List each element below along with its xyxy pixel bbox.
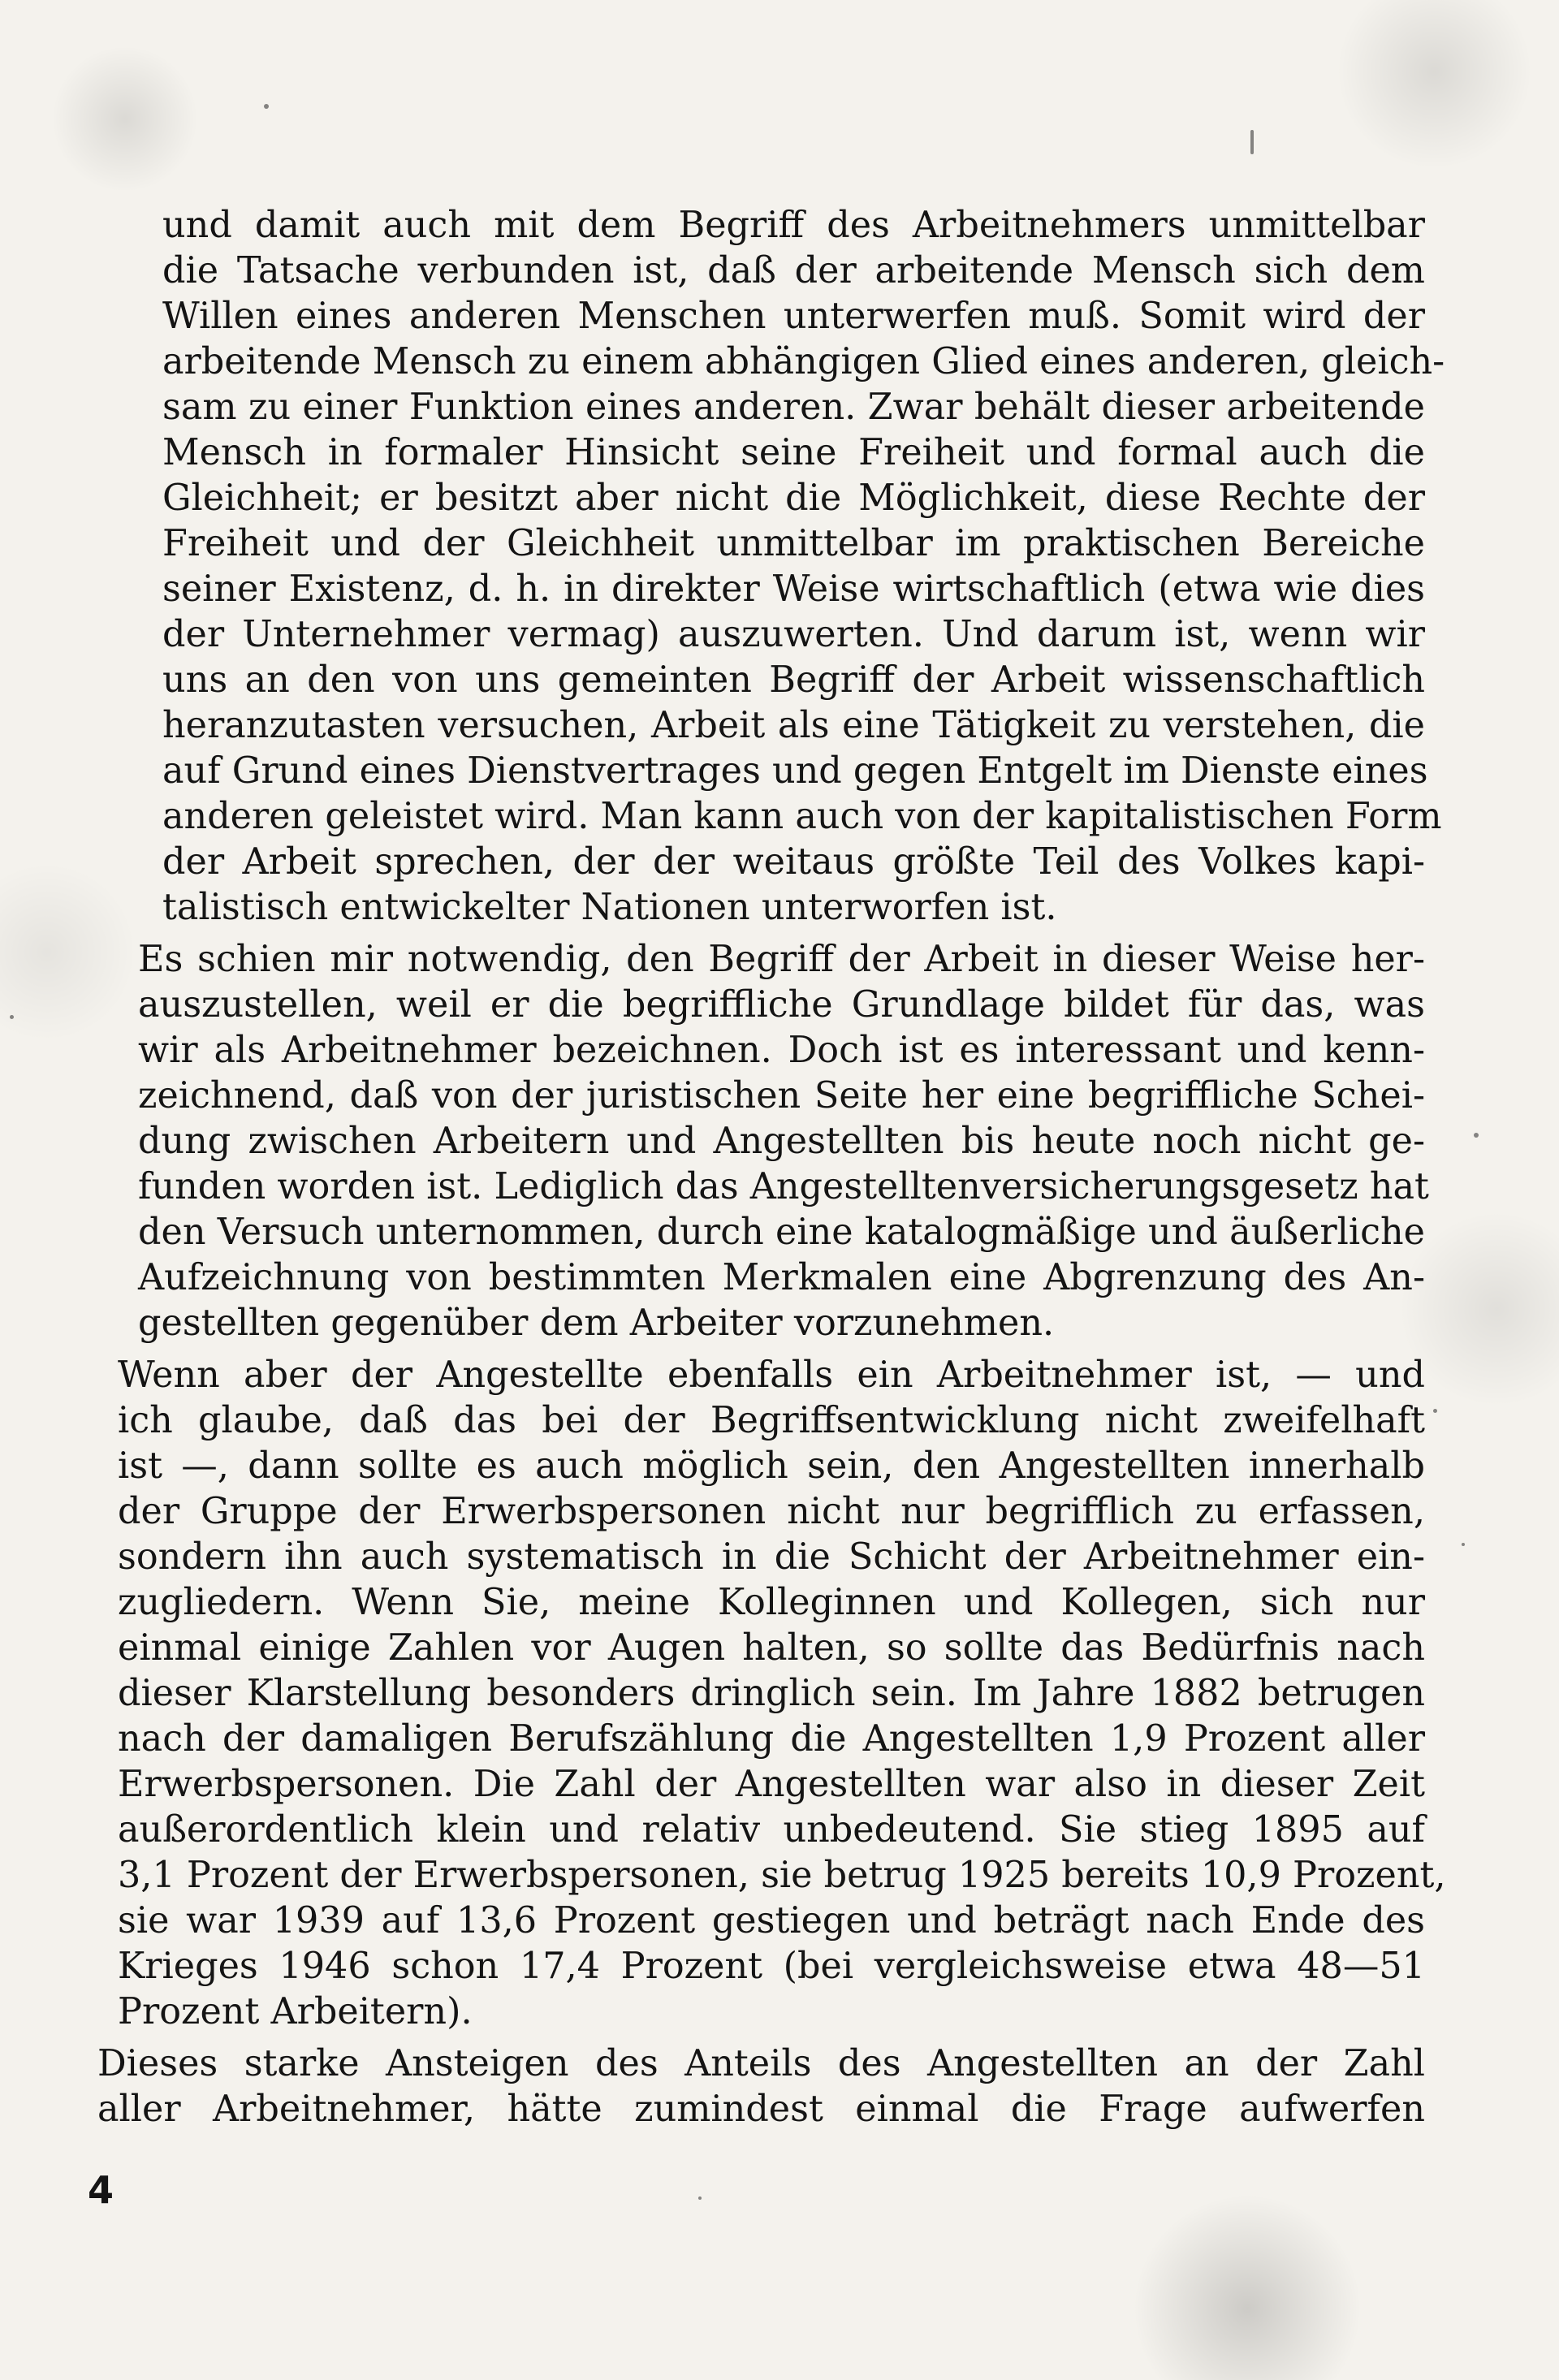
paragraph-4 [85,2041,1425,2132]
scan-speck [1433,1409,1437,1413]
text-line: auf Grund eines Dienstvertrages und gegen Entgelt im Dienste eines [162,750,1428,792]
text-line: Aufzeichnung von bestimmten Merkmalen eine Abgrenzung des An- [138,1257,1425,1298]
text-line: dung zwischen Arbeitern und Angestellten bis heute noch nicht ge- [138,1121,1425,1162]
page-number: 4 [88,2168,114,2212]
text-line: nach der damaligen Berufszählung die Angestellten 1,9 Prozent aller [118,1718,1425,1760]
paragraph-2 [85,937,1429,1346]
text-line: aller Arbeitnehmer, hätte zumindest einmal die Frage aufwerfen [97,2088,1425,2130]
text-line: Dieses starke Ansteigen des Anteils des Angestellten an der Zahl [97,2043,1425,2084]
text-line: dieser Klarstellung besonders dringlich sein. Im Jahre 1882 betrugen [118,1673,1425,1714]
text-line: Willen eines anderen Menschen unterwerfen muß. Somit wird der [162,296,1425,337]
text-line: anderen geleistet wird. Man kann auch von der kapitalistischen Form [162,796,1442,837]
text-line: funden worden ist. Lediglich das Angestelltenversicherungsgesetz hat [138,1166,1429,1207]
text-line: ich glaube, daß das bei der Begriffsentwicklung nicht zweifelhaft [118,1400,1425,1441]
text-line: uns an den von uns gemeinten Begriff der Arbeit wissenschaftlich [162,659,1425,701]
text-line: einmal einige Zahlen vor Augen halten, so sollte das Bedürfnis nach [118,1627,1425,1669]
text-line: Mensch in formaler Hinsicht seine Freiheit und formal auch die [162,432,1425,473]
scan-speck [1462,1543,1465,1546]
text-line: Gleichheit; er besitzt aber nicht die Möglichkeit, diese Rechte der [162,477,1425,519]
body-text [85,203,1446,2132]
text-line: zugliedern. Wenn Sie, meine Kolleginnen und Kollegen, sich nur [118,1582,1425,1623]
paragraph-1 [85,203,1445,931]
text-line: auszustellen, weil er die begriffliche Grundlage bildet für das, was [138,984,1425,1026]
text-line: gestellten gegenüber dem Arbeiter vorzunehmen. [138,1302,1055,1344]
text-line: außerordentlich klein und relativ unbedeutend. Sie stieg 1895 auf [118,1809,1425,1851]
text-line: den Versuch unternommen, durch eine katalogmäßige und äußerliche [138,1212,1425,1253]
text-line: ist —, dann sollte es auch möglich sein, den Angestellten innerhalb [118,1445,1425,1487]
text-line: der Gruppe der Erwerbspersonen nicht nur begrifflich zu erfassen, [118,1491,1425,1532]
scan-speck [698,2196,702,2200]
text-line: zeichnend, daß von der juristischen Seite her eine begriffliche Schei- [138,1075,1425,1117]
text-line: talistisch entwickelter Nationen unterworfen ist. [162,887,1057,928]
text-line: der Arbeit sprechen, der der weitaus größte Teil des Volkes kapi- [162,841,1425,883]
scan-speck [1474,1133,1479,1138]
text-line: Es schien mir notwendig, den Begriff der Arbeit in dieser Weise her- [138,939,1425,980]
scan-speck [264,104,269,109]
text-line: sam zu einer Funktion eines anderen. Zwar behält dieser arbeitende [162,387,1425,428]
text-line: arbeitende Mensch zu einem abhängigen Glied eines anderen, gleich- [162,341,1445,382]
text-line: und damit auch mit dem Begriff des Arbeitnehmers unmittelbar [162,205,1425,246]
paragraph-3 [85,1353,1446,2035]
text-line: Krieges 1946 schon 17,4 Prozent (bei vergleichsweise etwa 48—51 [118,1946,1425,1987]
text-line: Erwerbspersonen. Die Zahl der Angestellten war also in dieser Zeit [118,1764,1425,1805]
text-line: sondern ihn auch systematisch in die Schicht der Arbeitnehmer ein- [118,1536,1425,1578]
text-line: 3,1 Prozent der Erwerbspersonen, sie betrug 1925 bereits 10,9 Prozent, [118,1855,1446,1896]
text-line: Freiheit und der Gleichheit unmittelbar im praktischen Bereiche [162,523,1425,564]
text-line: der Unternehmer vermag) auszuwerten. Und darum ist, wenn wir [162,614,1425,655]
text-line: heranzutasten versuchen, Arbeit als eine Tätigkeit zu verstehen, die [162,705,1425,746]
text-line: Prozent Arbeitern). [118,1991,473,2032]
scan-speck [1250,130,1254,154]
text-line: die Tatsache verbunden ist, daß der arbeitende Mensch sich dem [162,250,1425,292]
text-line: Wenn aber der Angestellte ebenfalls ein Arbeitnehmer ist, — und [118,1354,1425,1396]
text-line: wir als Arbeitnehmer bezeichnen. Doch ist es interessant und kenn- [138,1030,1425,1071]
scan-speck [10,1015,14,1019]
text-line: seiner Existenz, d. h. in direkter Weise wirtschaftlich (etwa wie dies [162,568,1425,610]
text-line: sie war 1939 auf 13,6 Prozent gestiegen und beträgt nach Ende des [118,1900,1425,1942]
